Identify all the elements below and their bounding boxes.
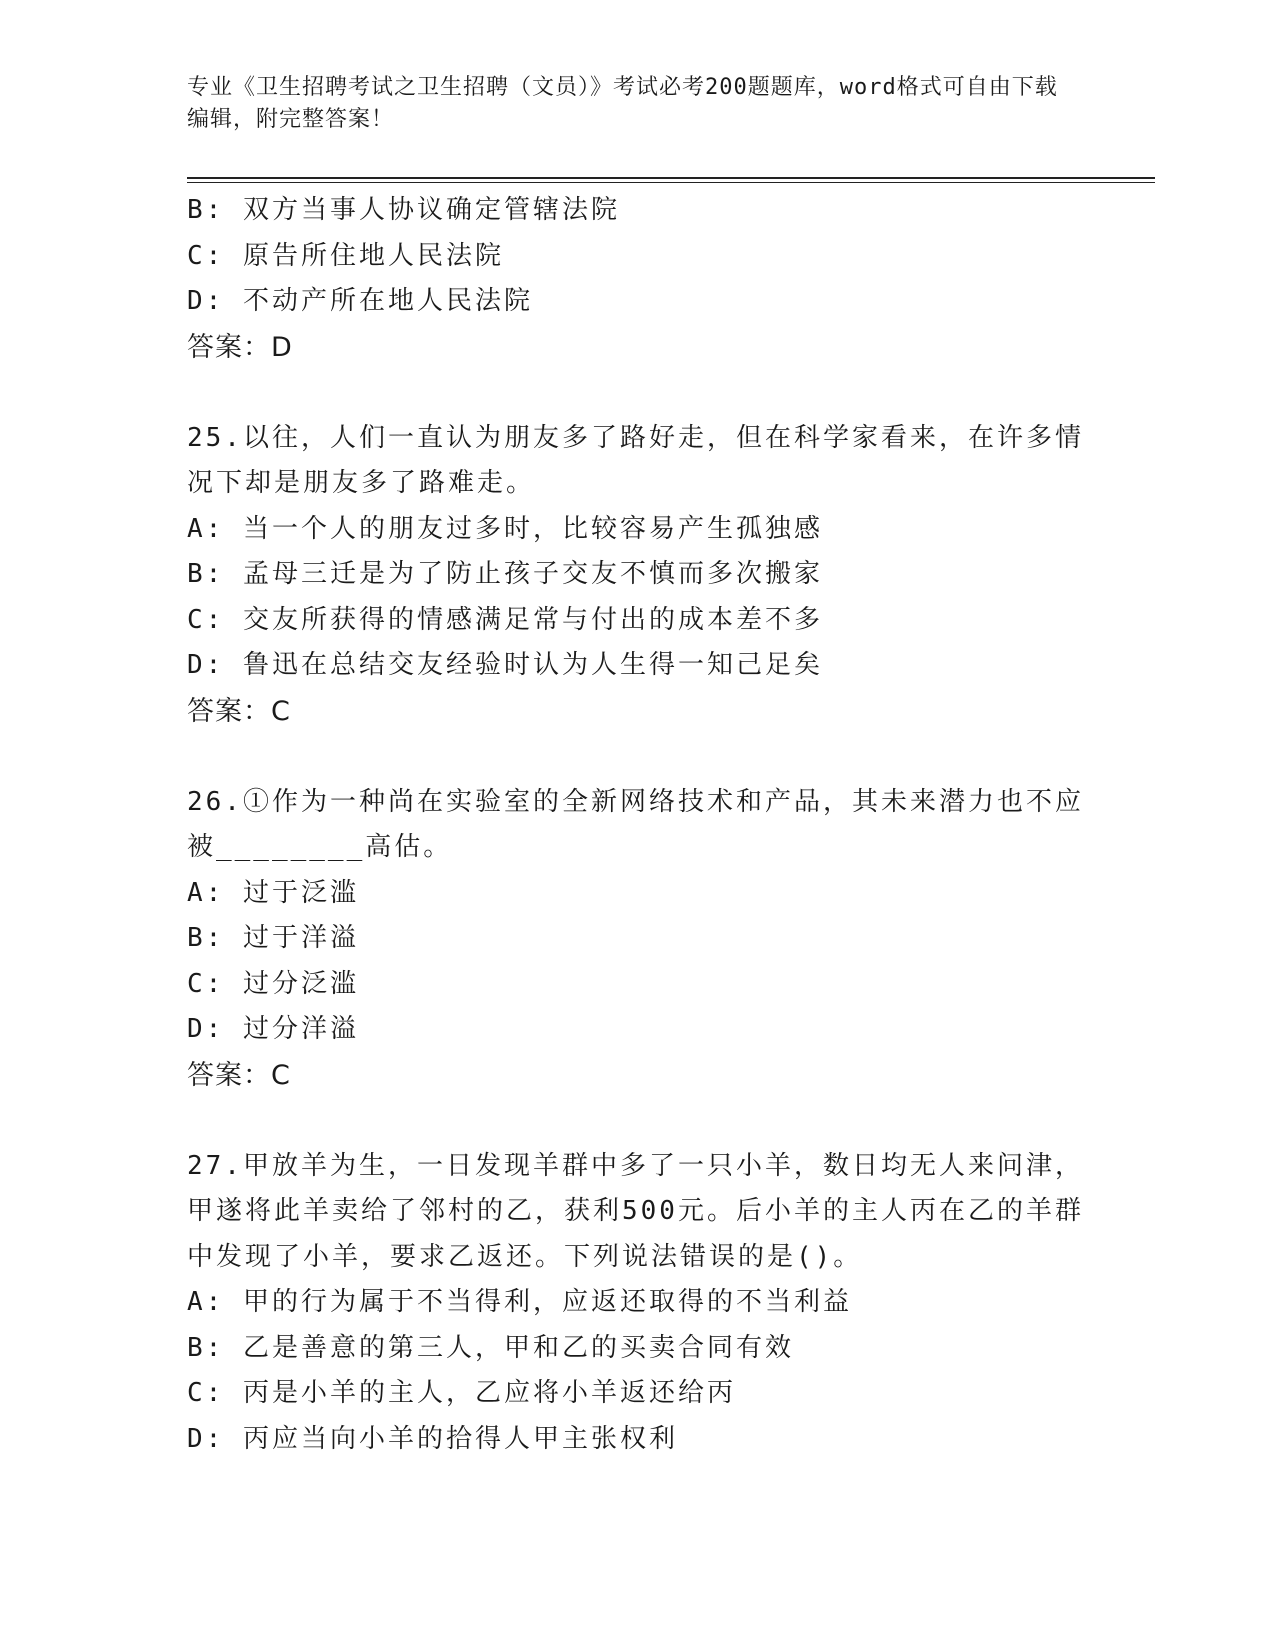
option-d: D: 不动产所在地人民法院	[187, 286, 533, 316]
option-c: C: 原告所住地人民法院	[187, 240, 504, 271]
option-d: D: 过分洋溢	[187, 1014, 359, 1044]
option-c: C: 过分泛滥	[187, 968, 359, 999]
header-divider-thick	[187, 177, 1155, 179]
header-intro-text: 专业《卫生招聘考试之卫生招聘（文员）》考试必考200题题库，word格式可自由下载编辑，附完整答案！	[187, 75, 1058, 132]
question-24	[187, 188, 1087, 370]
question-25	[187, 416, 1087, 735]
question-26	[187, 780, 1087, 1099]
option-a: A: 当一个人的朋友过多时，比较容易产生孤独感	[187, 513, 823, 544]
question-stem: 26.①作为一种尚在实验室的全新网络技术和产品，其未来潜力也不应被________高估。	[187, 786, 1084, 862]
answer-line: 答案：C	[187, 695, 291, 727]
answer-line: 答案：D	[187, 331, 293, 363]
option-a: A: 过于泛滥	[187, 877, 359, 908]
question-27	[187, 1144, 1087, 1463]
answer-line: 答案：C	[187, 1059, 291, 1091]
question-list	[187, 188, 1087, 1462]
option-d: D: 鲁迅在总结交友经验时认为人生得一知己足矣	[187, 650, 823, 680]
option-d: D: 丙应当向小羊的拾得人甲主张权利	[187, 1423, 678, 1454]
header-divider-thin	[187, 182, 1155, 183]
option-c: C: 丙是小羊的主人，乙应将小羊返还给丙	[187, 1378, 736, 1408]
option-b: B: 孟母三迁是为了防止孩子交友不慎而多次搬家	[187, 559, 823, 589]
option-b: B: 乙是善意的第三人，甲和乙的买卖合同有效	[187, 1332, 794, 1363]
option-c: C: 交友所获得的情感满足常与付出的成本差不多	[187, 604, 823, 635]
option-b: B: 过于洋溢	[187, 923, 359, 953]
question-stem: 27.甲放羊为生，一日发现羊群中多了一只小羊，数日均无人来问津，甲遂将此羊卖给了邻村的乙，获利500元。后小羊的主人丙在乙的羊群中发现了小羊，要求乙返还。下列说法错误的是()。	[187, 1150, 1084, 1272]
option-b: B: 双方当事人协议确定管辖法院	[187, 195, 620, 225]
option-a: A: 甲的行为属于不当得利，应返还取得的不当利益	[187, 1287, 852, 1317]
question-stem: 25.以往，人们一直认为朋友多了路好走，但在科学家看来，在许多情况下却是朋友多了路难走。	[187, 422, 1084, 498]
document-header	[187, 72, 1077, 136]
